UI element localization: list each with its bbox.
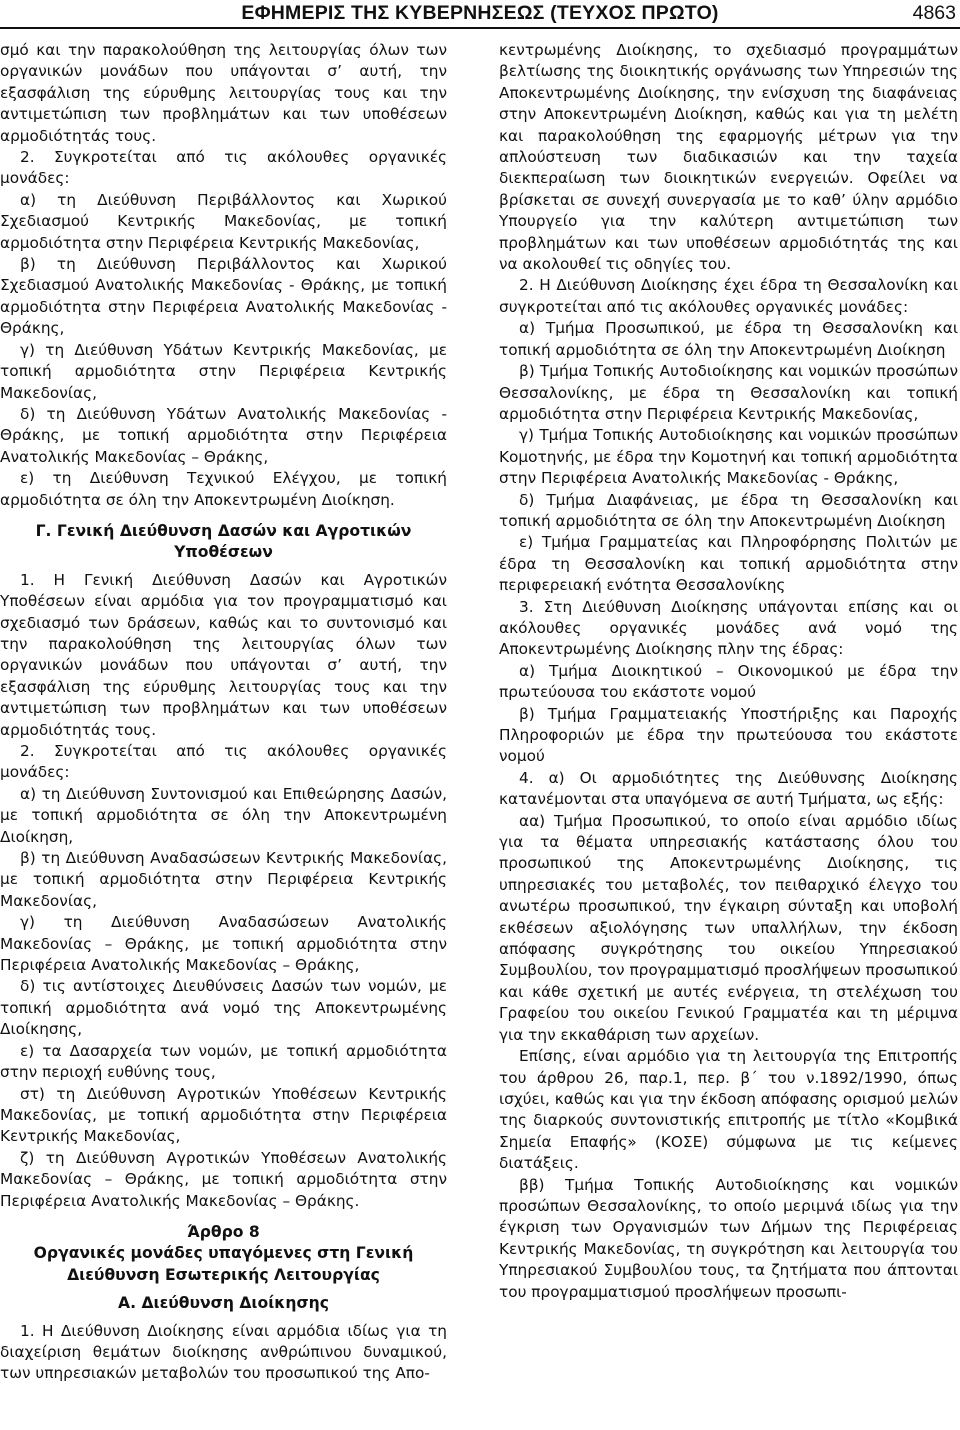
page-header — [0, 0, 960, 34]
paragraph: α) Τμήμα Διοικητικού – Οικονομικού με έδρα την πρωτεύουσα του εκάστοτε νομού — [499, 661, 958, 702]
paragraph: β) τη Διεύθυνση Αναδασώσεων Κεντρικής Μακεδονίας, με τοπική αρμοδιότητα στην Περιφέρεια Κεντρικής Μακεδονίας, — [0, 849, 447, 910]
paragraph: 1. Η Διεύθυνση Διοίκησης είναι αρμόδια ιδίως για τη διαχείριση θεμάτων διοίκησης ανθρώπινου δυναμικού, των υπηρεσιακών μεταβολών του προσωπικού της Απο- — [0, 1321, 447, 1383]
paragraph: 2. Η Διεύθυνση Διοίκησης έχει έδρα τη Θεσσαλονίκη και συγκροτείται από τις ακόλουθες οργανικές μονάδες: — [499, 276, 958, 316]
gazette-title: ΕΦΗΜΕΡΙΣ ΤΗΣ ΚΥΒΕΡΝΗΣΕΩΣ (ΤΕΥΧΟΣ ΠΡΩΤΟ) — [241, 2, 719, 24]
paragraph: γ) Τμήμα Τοπικής Αυτοδιοίκησης και νομικών προσώπων Κομοτηνής, με έδρα την Κομοτηνή και τοπική αρμοδιότητα στην Περιφέρεια Ανατολικής Μακεδονίας - Θράκης, — [499, 426, 958, 488]
paragraph: ββ) Τμήμα Τοπικής Αυτοδιοίκησης και νομικών προσώπων Θεσσαλονίκης, το οποίο μεριμνά ιδίως για την έγκριση των Οργανισμών των Δήμων της Περιφέρειας Κεντρικής Μακεδονίας, τη συγκρότηση και λειτουργία του Υπηρεσιακού Συμβουλίου τους, τα ζητήματα που άπτονται του προγραμματισμού προσλήψεων προσωπι- — [499, 1175, 958, 1301]
paragraph: σμό και την παρακολούθηση της λειτουργίας όλων των οργανικών μονάδων που υπάγονται σ’ αυτή, την εξασφάλιση της εύρυθμης λειτουργίας τους και την αντιμετώπιση των προβλημάτων και των υποθέσεων αρμοδιότητάς τους. — [0, 41, 447, 145]
header-rule — [0, 27, 960, 29]
article-heading: Άρθρο 8 — [187, 1222, 260, 1241]
paragraph: β) Τμήμα Γραμματειακής Υποστήριξης και Παροχής Πληροφοριών με έδρα την πρωτεύουσα του εκάστοτε νομού — [499, 704, 958, 766]
paragraph: Επίσης, είναι αρμόδιο για τη λειτουργία της Επιτροπής του άρθρου 26, παρ.1, περ. β΄ του ν.1892/1990, όπως ισχύει, καθώς και για την έκδοση απόφασης ορισμού μελών της διαρκούς συντονιστικής επιτροπής με τίτλο «Κομβικά Σημεία Επαφής» (ΚΟΣΕ) σύμφωνα με τις κείμενες διατάξεις. — [499, 1047, 958, 1173]
paragraph: 3. Στη Διεύθυνση Διοίκησης υπάγονται επίσης και οι ακόλουθες οργανικές μονάδες ανά νομό της Αποκεντρωμένης Διοίκησης πλην της έδρας: — [499, 597, 958, 659]
paragraph: 4. α) Οι αρμοδιότητες της Διεύθυνσης Διοίκησης κατανέμονται στα υπαγόμενα σε αυτή Τμήματα, ως εξής: — [499, 768, 958, 809]
paragraph: αα) Τμήμα Προσωπικού, το οποίο είναι αρμόδιο ιδίως για τα θέματα υπηρεσιακής κατάστασης όλου του προσωπικού της Αποκεντρωμένης Διοίκησης, τις υπηρεσιακές του μεταβολές, τον πειθαρχικό έλεγχο του ανωτέρω προσωπικού, την έγκαιρη σύνταξη και υποβολή εκθέσεων αξιολόγησης των υπαλλήλων, την έκδοση απόφασης συγκρότησης του οικείου Υπηρεσιακού Συμβουλίου, τον προγραμματισμό προσλήψεων προσωπικού και κάθε σχετική με αυτές ενέργεια, τη στελέχωση του Γραφείου του οικείου Γενικού Γραμματέα και τη μέριμνα για την εκκαθάριση των αρχείων. — [499, 811, 958, 1044]
paragraph: δ) τις αντίστοιχες Διευθύνσεις Δασών των νομών, με τοπική αρμοδιότητα ανά νομό της Αποκεντρωμένης Διοίκησης, — [0, 977, 447, 1039]
paragraph: στ) τη Διεύθυνση Αγροτικών Υποθέσεων Κεντρικής Μακεδονίας, με τοπική αρμοδιότητα στην Περιφέρεια Κεντρικής Μακεδονίας, — [0, 1084, 447, 1146]
paragraph: δ) τη Διεύθυνση Υδάτων Ανατολικής Μακεδονίας - Θράκης, με τοπική αρμοδιότητα στην Περιφέρεια Ανατολικής Μακεδονίας – Θράκης, — [0, 404, 447, 466]
paragraph: α) Τμήμα Προσωπικού, με έδρα τη Θεσσαλονίκη και τοπική αρμοδιότητα σε όλη την Αποκεντρωμένη Διοίκηση — [499, 319, 958, 359]
paragraph: α) τη Διεύθυνση Συντονισμού και Επιθεώρησης Δασών, με τοπική αρμοδιότητα σε όλη την Αποκεντρωμένη Διοίκηση, — [0, 784, 447, 846]
article-title: Οργανικές μονάδες υπαγόμενες στη Γενική Διεύθυνση Εσωτερικής Λειτουργίας — [33, 1244, 414, 1284]
paragraph: κεντρωμένης Διοίκησης, το σχεδιασμό προγραμμάτων βελτίωσης της διοικητικής οργάνωσης των Υπηρεσιών της Αποκεντρωμένης Διοίκησης, την ενίσχυση της διαφάνειας στην Αποκεντρωμένη Διοίκηση, καθώς και για τη μελέτη και παρακολούθηση της εφαρμογής μέτρων για την απλούστευση των διαδικασιών και την ταχεία διεκπεραίωση των διοικητικών ενεργειών. Οφείλει να βρίσκεται σε συνεχή συνεργασία με το καθ’ ύλην αρμόδιο Υπουργείο για την καλύτερη αντιμετώπιση των προβλημάτων και των υποθέσεων αρμοδιότητάς της και να ακολουθεί τις οδηγίες του. — [499, 41, 958, 274]
paragraph: β) Τμήμα Τοπικής Αυτοδιοίκησης και νομικών προσώπων Θεσσαλονίκης, με έδρα τη Θεσσαλονίκη και τοπική αρμοδιότητα στην Περιφέρεια Κεντρικής Μακεδονίας, — [499, 362, 958, 423]
paragraph: 1. Η Γενική Διεύθυνση Δασών και Αγροτικών Υποθέσεων είναι αρμόδια για τον προγραμματισμό και σχεδιασμό των δράσεων, καθώς και το συντονισμό και την παρακολούθηση της λειτουργίας όλων των οργανικών μονάδων που υπάγονται σ’ αυτή, την εξασφάλιση της εύρυθμης λειτουργίας τους και την αντιμετώπιση των προβλημάτων και των υποθέσεων αρμοδιότητάς τους. — [0, 570, 447, 739]
paragraph: γ) τη Διεύθυνση Αναδασώσεων Ανατολικής Μακεδονίας – Θράκης, με τοπική αρμοδιότητα στην Περιφέρεια Ανατολικής Μακεδονίας – Θράκης, — [0, 913, 447, 975]
left-column — [0, 40, 447, 1385]
right-column — [499, 40, 958, 1303]
page-number: 4863 — [912, 2, 956, 24]
paragraph: γ) τη Διεύθυνση Υδάτων Κεντρικής Μακεδονίας, με τοπική αρμοδιότητα στην Περιφέρεια Κεντρικής Μακεδονίας, — [0, 340, 447, 402]
paragraph: ε) τα Δασαρχεία των νομών, με τοπική αρμοδιότητα στην περιοχή ευθύνης τους, — [0, 1041, 447, 1082]
paragraph: 2. Συγκροτείται από τις ακόλουθες οργανικές μονάδες: — [0, 742, 447, 782]
section-heading: Γ. Γενική Διεύθυνση Δασών και Αγροτικών Υποθέσεων — [35, 521, 412, 562]
section-heading: Α. Διεύθυνση Διοίκησης — [118, 1294, 329, 1313]
paragraph: 2. Συγκροτείται από τις ακόλουθες οργανικές μονάδες: — [0, 148, 447, 188]
paragraph: ε) τη Διεύθυνση Τεχνικού Ελέγχου, με τοπική αρμοδιότητα σε όλη την Αποκεντρωμένη Διοίκηση. — [0, 469, 447, 509]
paragraph: ζ) τη Διεύθυνση Αγροτικών Υποθέσεων Ανατολικής Μακεδονίας – Θράκης, με τοπική αρμοδιότητα στην Περιφέρεια Ανατολικής Μακεδονίας – Θράκης. — [0, 1148, 447, 1210]
paragraph: δ) Τμήμα Διαφάνειας, με έδρα τη Θεσσαλονίκη και τοπική αρμοδιότητα σε όλη την Αποκεντρωμένη Διοίκηση — [499, 490, 958, 530]
paragraph: α) τη Διεύθυνση Περιβάλλοντος και Χωρικού Σχεδιασμού Κεντρικής Μακεδονίας, με τοπική αρμοδιότητα στην Περιφέρεια Κεντρικής Μακεδονίας, — [0, 190, 447, 252]
paragraph: ε) Τμήμα Γραμματείας και Πληροφόρησης Πολιτών με έδρα τη Θεσσαλονίκη και τοπική αρμοδιότητα στην περιφερειακή ενότητα Θεσσαλονίκης — [499, 533, 958, 595]
paragraph: β) τη Διεύθυνση Περιβάλλοντος και Χωρικού Σχεδιασμού Ανατολικής Μακεδονίας - Θράκης, με τοπική αρμοδιότητα στην Περιφέρεια Ανατολικής Μακεδονίας - Θράκης, — [0, 255, 447, 338]
